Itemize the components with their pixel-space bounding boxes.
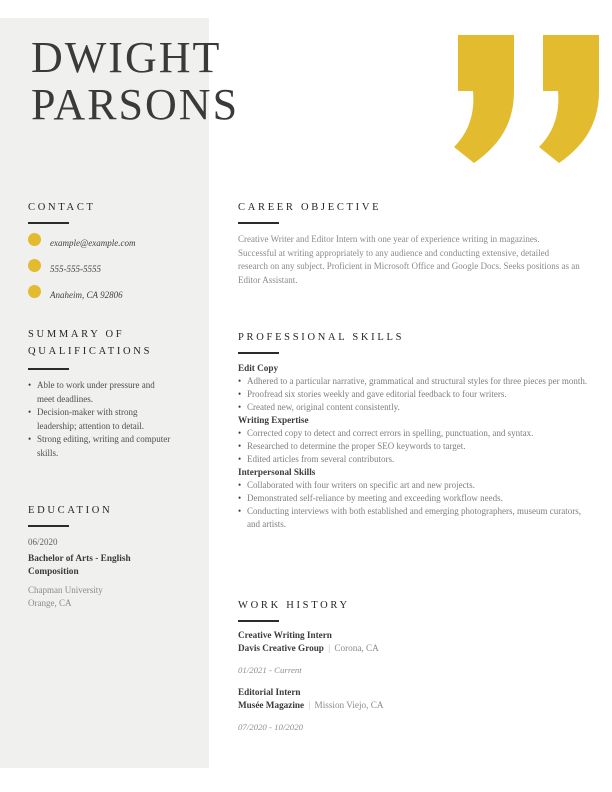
- contact-item-phone: [28, 259, 193, 277]
- skill-list: [238, 427, 590, 466]
- bullet-icon: •: [238, 428, 242, 438]
- summary-item-text: Strong editing, writing and computer skills.: [37, 434, 171, 458]
- skill-item: [238, 492, 590, 505]
- job-company-line: [238, 642, 586, 655]
- skill-item-text: Adhered to a particular narrative, grammatical and structural styles for three pieces per month.: [247, 376, 588, 386]
- education-school: [28, 584, 188, 610]
- email-bullet-icon: [28, 233, 41, 246]
- skill-item: [238, 401, 590, 414]
- skill-item: [238, 427, 590, 440]
- separator: |: [328, 642, 331, 653]
- contact-section: [28, 201, 193, 311]
- job-company: Davis Creative Group: [238, 642, 324, 653]
- jobs-list: [238, 629, 586, 733]
- skills-body: [238, 362, 590, 531]
- job-company-line: [238, 699, 586, 712]
- summary-section: [28, 326, 180, 460]
- skill-group-title: Writing Expertise: [238, 415, 309, 425]
- education-school-name: Chapman University: [28, 585, 103, 595]
- bullet-icon: •: [238, 376, 242, 386]
- summary-item: [28, 379, 174, 406]
- career-objective-section: [238, 201, 586, 287]
- job-dates: 07/2020 - 10/2020: [238, 722, 303, 732]
- contact-item-email: [28, 233, 193, 251]
- phone-bullet-icon: [28, 259, 41, 272]
- bullet-icon: •: [28, 434, 32, 444]
- summary-item-text: Decision-maker with strong leadership; attention to detail.: [37, 407, 144, 431]
- heading-underline: [238, 352, 279, 354]
- job-title: Editorial Intern: [238, 687, 301, 697]
- summary-item: [28, 433, 174, 460]
- summary-item-text: Able to work under pressure and meet deadlines.: [37, 380, 155, 404]
- bullet-icon: •: [238, 389, 242, 399]
- bullet-icon: •: [238, 493, 242, 503]
- page-title: [31, 34, 239, 128]
- skill-item-text: Corrected copy to detect and correct errors in spelling, punctuation, and syntax.: [247, 428, 534, 438]
- work-history-section: [238, 599, 586, 733]
- skill-item: [238, 440, 590, 453]
- skill-list: [238, 479, 590, 531]
- separator: |: [308, 699, 311, 710]
- heading-underline: [28, 368, 69, 370]
- summary-heading: SUMMARY OF QUALIFICATIONS: [28, 329, 153, 357]
- job-company: Musée Magazine: [238, 699, 305, 710]
- professional-skills-section: [238, 331, 590, 531]
- summary-list: [28, 379, 174, 460]
- first-name: DWIGHT: [31, 33, 222, 82]
- skill-item-text: Created new, original content consistently.: [247, 402, 400, 412]
- job-title: Creative Writing Intern: [238, 630, 332, 640]
- bullet-icon: •: [238, 506, 242, 516]
- bullet-icon: •: [238, 454, 242, 464]
- contact-address: Anaheim, CA 92806: [50, 290, 123, 300]
- job-location: Mission Viejo, CA: [314, 699, 384, 710]
- job-dates: 01/2021 - Current: [238, 665, 302, 675]
- skill-list: [238, 375, 590, 414]
- career-objective-heading: CAREER OBJECTIVE: [238, 202, 382, 213]
- contact-item-address: [28, 285, 193, 303]
- location-bullet-icon: [28, 285, 41, 298]
- bullet-icon: •: [238, 441, 242, 451]
- skill-item-text: Conducting interviews with both established and emerging photographers, museum curators, and artists.: [247, 506, 582, 529]
- work-history-heading: WORK HISTORY: [238, 600, 350, 611]
- contact-list: [28, 233, 193, 303]
- bullet-icon: •: [28, 407, 32, 417]
- education-heading: EDUCATION: [28, 505, 113, 516]
- job-entry: [238, 686, 586, 733]
- contact-heading: CONTACT: [28, 202, 96, 213]
- education-date: 06/2020: [28, 537, 58, 547]
- heading-underline: [28, 222, 69, 224]
- heading-underline: [238, 222, 279, 224]
- skill-item: [238, 479, 590, 492]
- skill-item-text: Collaborated with four writers on specific art and new projects.: [247, 480, 475, 490]
- skill-item: [238, 453, 590, 466]
- professional-skills-heading: PROFESSIONAL SKILLS: [238, 332, 405, 343]
- job-entry: [238, 629, 586, 676]
- contact-email: example@example.com: [50, 238, 136, 248]
- summary-item: [28, 406, 174, 433]
- education-section: [28, 504, 188, 610]
- heading-underline: [238, 620, 279, 622]
- contact-phone: 555-555-5555: [50, 264, 101, 274]
- bullet-icon: •: [238, 480, 242, 490]
- skill-item-text: Proofread six stories weekly and gave editorial feedback to four writers.: [247, 389, 507, 399]
- skill-group-title: Edit Copy: [238, 363, 279, 373]
- last-name: PARSONS: [31, 80, 240, 129]
- skill-item: [238, 375, 590, 388]
- quote-icon: [452, 35, 600, 164]
- skill-item-text: Edited articles from several contributors.: [247, 454, 395, 464]
- heading-underline: [28, 525, 69, 527]
- job-location: Corona, CA: [334, 642, 379, 653]
- skill-item-text: Researched to determine the proper SEO keywords to target.: [247, 441, 466, 451]
- education-school-location: Orange, CA: [28, 598, 72, 608]
- skill-group-title: Interpersonal Skills: [238, 467, 316, 477]
- education-degree: Bachelor of Arts - English Composition: [28, 554, 131, 577]
- skill-item-text: Demonstrated self-reliance by meeting and exceeding workflow needs.: [247, 493, 503, 503]
- skill-item: [238, 505, 590, 531]
- career-objective-text: Creative Writer and Editor Intern with one year of experience writing in magazines. Successful at writing appropriately to any audience and conducting extensive, detailed research on any subject. Proficient in Microsoft Office and Google Docs. Seeks positions as an Editor Assistant.: [238, 234, 580, 285]
- bullet-icon: •: [28, 380, 32, 390]
- skill-item: [238, 388, 590, 401]
- bullet-icon: •: [238, 402, 242, 412]
